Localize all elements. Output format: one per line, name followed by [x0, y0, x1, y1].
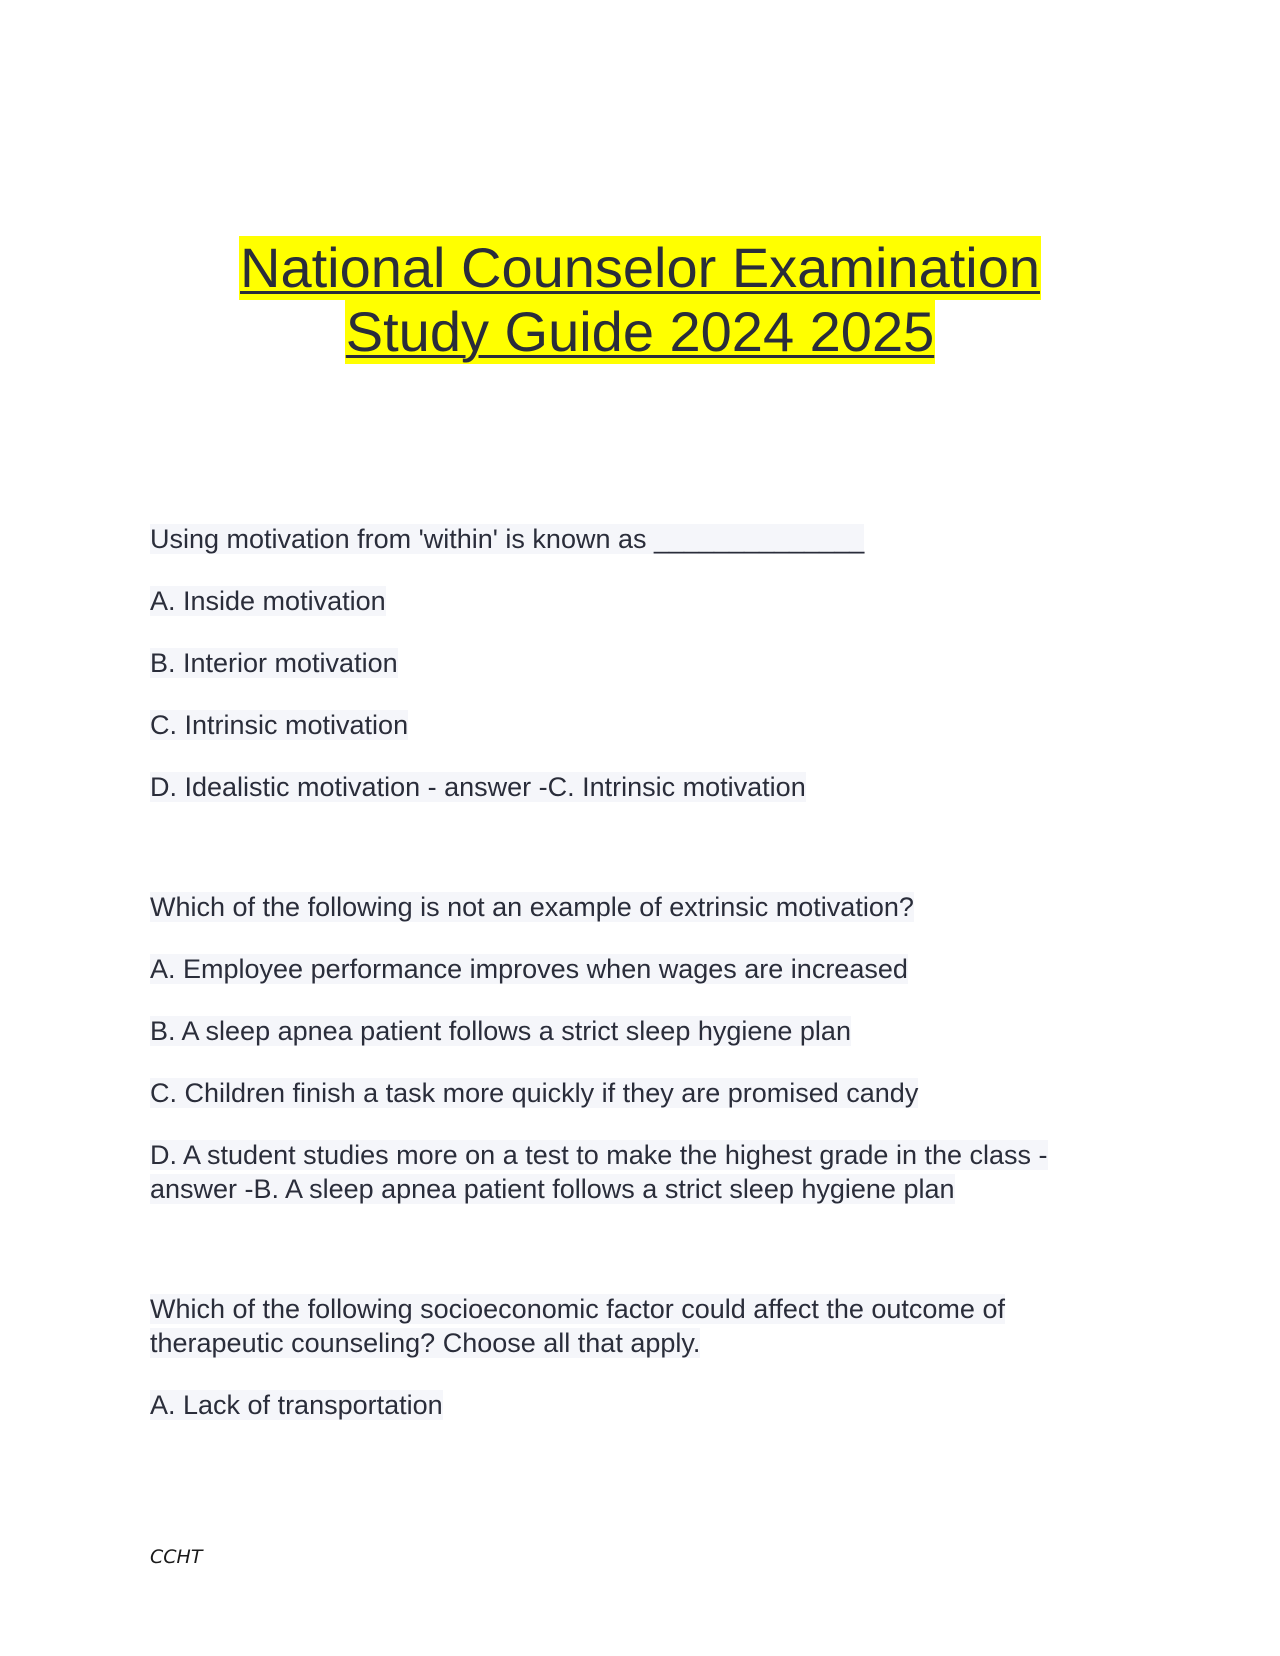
q2-option-a: A. Employee performance improves when wages are increased: [150, 954, 908, 984]
q1-option-d-answer: D. Idealistic motivation - answer -C. Intrinsic motivation: [150, 772, 806, 802]
question-2: [150, 890, 1130, 924]
question-text: Which of the following is not an example of extrinsic motivation?: [150, 892, 914, 922]
q1-option-c: C. Intrinsic motivation: [150, 710, 409, 740]
question-text: Using motivation from 'within' is known as ______________: [150, 524, 865, 554]
question-list: [150, 522, 1130, 1422]
q1-option-a: A. Inside motivation: [150, 586, 386, 616]
q2-option-c: C. Children finish a task more quickly if they are promised candy: [150, 1078, 919, 1108]
q1-option-b: B. Interior motivation: [150, 648, 398, 678]
page-footer: CCHT: [150, 1546, 203, 1568]
q2-option-d-answer: D. A student studies more on a test to make the highest grade in the class - answer -B. A sleep apnea patient follows a strict sleep hygiene plan: [150, 1140, 1048, 1204]
question-1: [150, 522, 1130, 556]
q3-option-a: A. Lack of transportation: [150, 1390, 443, 1420]
document-title: [0, 236, 1280, 364]
question-text: Which of the following socioeconomic factor could affect the outcome of therapeutic counseling? Choose all that apply.: [150, 1294, 1005, 1358]
title-line-1: National Counselor Examination: [240, 236, 1040, 299]
q2-option-b: B. A sleep apnea patient follows a strict sleep hygiene plan: [150, 1016, 851, 1046]
question-3: [150, 1292, 1130, 1360]
title-line-2: Study Guide 2024 2025: [345, 300, 935, 363]
